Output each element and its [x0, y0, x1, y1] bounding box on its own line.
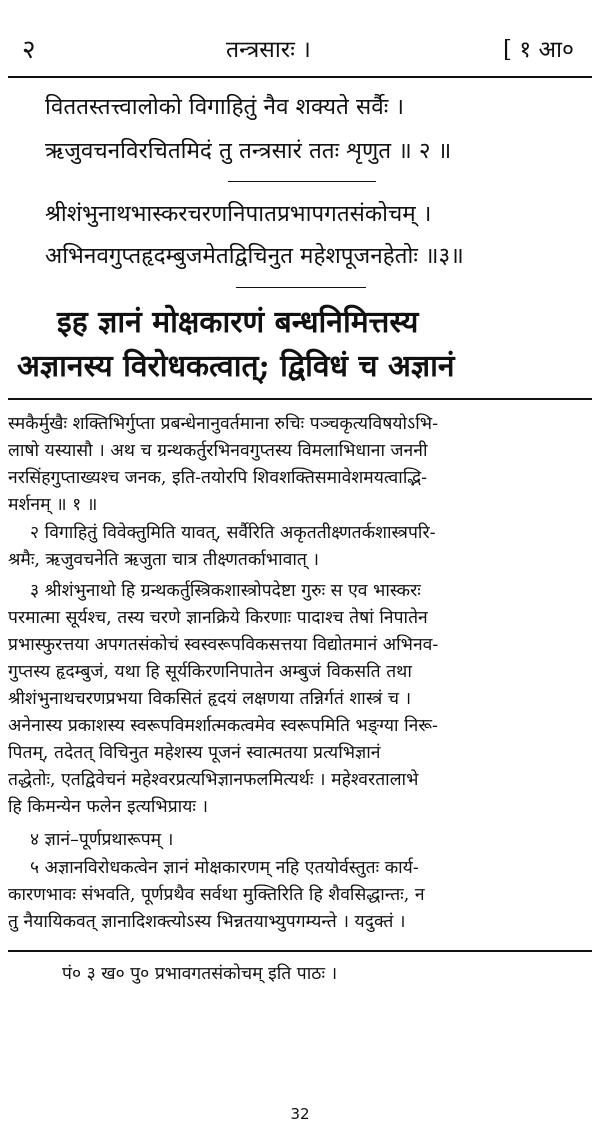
verse-line: ऋजुवचनविरचितमिदं तु तन्त्रसारं ततः शृणुत ॥ २ ॥	[45, 138, 452, 164]
commentary-line: तु नैयायिकवत् ज्ञानादिशक्त्योऽस्य भिन्नतयाभ्युपगम्यन्ते । यदुक्तं ।	[8, 912, 406, 932]
commentary-line: प्रभास्फुरत्तया अपगतसंकोचं स्वस्वरूपविकसत्तया विद्योतमानं अभिनव-	[8, 635, 439, 655]
verse-line: विततस्तत्त्वालोको विगाहितुं नैव शक्यते सर्वैः ।	[45, 94, 404, 120]
footnote: पं० ३ ख० पु० प्रभावगतसंकोचम् इति पाठः ।	[62, 964, 338, 984]
commentary-line: हि किमन्येन फलेन इत्यभिप्रायः ।	[8, 797, 209, 817]
commentary-line: गुप्तस्य हृदम्बुजं, यथा हि सूर्यकिरणनिपातेन अम्बुजं विकसति तथा	[8, 662, 412, 682]
verse-divider	[228, 181, 376, 182]
page-number-devanagari: २	[22, 35, 36, 65]
chapter-marker: [ १ आ०	[502, 37, 574, 63]
verse-line: अभिनवगुप्तहृदम्बुजमेतद्विचिनुत महेशपूजनहेतोः ॥३॥	[45, 243, 464, 269]
commentary-line: ४ ज्ञानं–पूर्णप्रथारूपम् ।	[30, 830, 174, 850]
header-rule	[8, 76, 592, 78]
commentary-line: लाषो यस्यासौ । अथ च ग्रन्थकर्तुरभिनवगुप्तस्य विमलाभिधाना जननी	[8, 441, 428, 461]
page-number: 32	[290, 1105, 310, 1123]
commentary-line: परमात्मा सूर्यश्च, तस्य चरणे ज्ञानक्रिये किरणाः पादाश्च तेषां निपातेन	[8, 608, 428, 628]
verse-line: श्रीशंभुनाथभास्करचरणनिपातप्रभापगतसंकोचम् ।	[45, 201, 432, 227]
commentary-line: तद्धेतोः, एतद्विवेचनं महेश्वरप्रत्यभिज्ञानफलमित्यर्थः । महेश्वरतालाभे	[8, 770, 419, 790]
commentary-line: २ विगाहितुं विवेक्तुमिति यावत्, सर्वैरिति अकृततीक्ष्णतर्कशास्त्रपरि-	[30, 523, 436, 543]
running-title: तन्त्रसारः ।	[226, 37, 311, 63]
commentary-line: ३ श्रीशंभुनाथो हि ग्रन्थकर्तुस्त्रिकशास्त्रोपदेष्टा गुरुः स एव भास्करः	[30, 581, 421, 601]
commentary-line: पितम्, तदेतत् विचिनुत महेशस्य पूजनं स्वात्मतया प्रत्यभिज्ञानं	[8, 743, 381, 763]
commentary-line: स्मकैर्मुखैः शक्तिभिर्गुप्ता प्रबन्धेनानुवर्तमाना रुचिः पञ्चकृत्यविषयोऽभि-	[8, 414, 438, 434]
commentary-line: श्रमैः, ऋजुवचनेति ऋजुता चात्र तीक्ष्णतर्काभावात् ।	[8, 550, 320, 570]
section-divider	[236, 287, 366, 288]
commentary-line: अनेनास्य प्रकाशस्य स्वरूपविमर्शात्मकत्वमेव स्वरूपमिति भङ्ग्या निरू-	[8, 716, 438, 736]
commentary-rule	[8, 398, 592, 400]
commentary-line: नरसिंहगुप्ताख्यश्च जनक, इति-तयोरपि शिवशक्तिसमावेशमयत्वाद्भि-	[8, 468, 428, 488]
footnote-rule	[8, 950, 592, 952]
commentary-line: श्रीशंभुनाथचरणप्रभया विकसितं हृदयं लक्षणया तन्निर्गतं शास्त्रं च ।	[8, 689, 412, 709]
commentary-line: ५ अज्ञानविरोधकत्वेन ज्ञानं मोक्षकारणम् नहि एतयोर्वस्तुतः कार्य-	[30, 858, 419, 878]
commentary-line: मर्शनम् ॥ १ ॥	[8, 495, 98, 515]
main-text-line: इह ज्ञानं मोक्षकारणं बन्धनिमित्तस्य	[57, 305, 419, 340]
commentary-line: कारणभावः संभवति, पूर्णप्रथैव सर्वथा मुक्तिरिति हि शैवसिद्धान्तः, न	[8, 885, 425, 905]
main-text-line: अज्ञानस्य विरोधकत्वात्; द्विविधं च अज्ञानं	[17, 349, 455, 384]
running-header	[0, 30, 600, 64]
